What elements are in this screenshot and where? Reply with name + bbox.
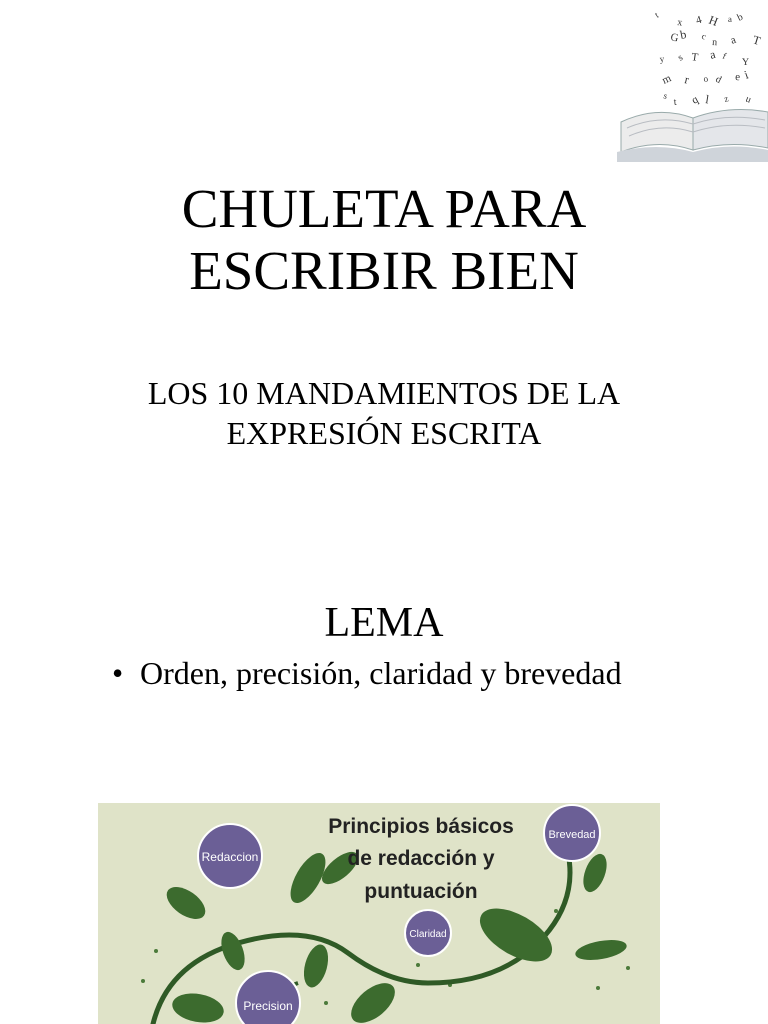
circle-label-redaccion: Redaccion bbox=[201, 850, 259, 864]
title-line-1: CHULETA PARA bbox=[181, 178, 587, 239]
floating-letter: G bbox=[669, 31, 680, 45]
subtitle-line-1: LOS 10 MANDAMIENTOS DE LA bbox=[147, 375, 621, 411]
bullet-icon: • bbox=[112, 655, 124, 691]
floating-letter: n bbox=[711, 37, 718, 49]
floating-letter: e bbox=[734, 71, 741, 84]
floating-letter: i bbox=[742, 67, 751, 82]
floating-letter: t bbox=[673, 96, 678, 108]
title-line-2: ESCRIBIR BIEN bbox=[189, 240, 579, 301]
lema-heading: LEMA bbox=[324, 600, 444, 646]
floating-letter: a bbox=[728, 33, 738, 47]
floating-letter: b bbox=[678, 27, 688, 42]
floating-letter: c bbox=[700, 30, 709, 42]
floating-letter: T bbox=[690, 51, 699, 64]
floating-letter: y bbox=[659, 53, 665, 64]
circle-label-claridad: Claridad bbox=[409, 929, 447, 940]
subtitle-line-2: EXPRESIÓN ESCRITA bbox=[226, 415, 542, 451]
floating-letter: 4 bbox=[694, 13, 704, 27]
book-illustration bbox=[617, 0, 768, 162]
floating-letter: f bbox=[721, 50, 728, 61]
floating-letter: l bbox=[704, 92, 711, 107]
circle-label-brevedad: Brevedad bbox=[548, 829, 596, 841]
floating-letter: b bbox=[735, 11, 745, 24]
floating-letter: a bbox=[708, 46, 717, 62]
floating-letter: q bbox=[689, 93, 701, 107]
banner-title-line-1: Principios básicos bbox=[328, 815, 514, 838]
lema-bullet-item bbox=[112, 652, 622, 694]
floating-letter: r bbox=[683, 72, 691, 87]
floating-letter: m bbox=[660, 72, 674, 87]
floating-letter: d bbox=[713, 73, 724, 86]
floating-letter: o bbox=[702, 73, 709, 84]
bullet-text: Orden, precisión, claridad y brevedad bbox=[140, 655, 622, 691]
floating-letter: s bbox=[662, 90, 669, 101]
floating-letter: t bbox=[653, 9, 661, 20]
floating-letter: T bbox=[751, 32, 763, 49]
banner-title-line-3: puntuación bbox=[364, 880, 478, 903]
circle-precision bbox=[236, 971, 300, 1024]
circle-label-precision: Precision bbox=[243, 999, 293, 1013]
floating-letter: u bbox=[743, 93, 753, 106]
banner-graphic bbox=[98, 803, 660, 1024]
banner-title-line-2: de redacción y bbox=[347, 847, 495, 870]
principles-banner bbox=[98, 803, 660, 1024]
document-subtitle bbox=[0, 373, 768, 453]
floating-letter: z bbox=[723, 93, 730, 104]
floating-letter: s bbox=[676, 52, 685, 64]
floating-letter: a bbox=[727, 13, 733, 24]
floating-letter: H bbox=[706, 12, 721, 29]
open-book-icon bbox=[617, 0, 768, 162]
floating-letter: Y bbox=[741, 56, 750, 68]
document-title bbox=[0, 178, 768, 302]
floating-letter: x bbox=[676, 17, 683, 29]
